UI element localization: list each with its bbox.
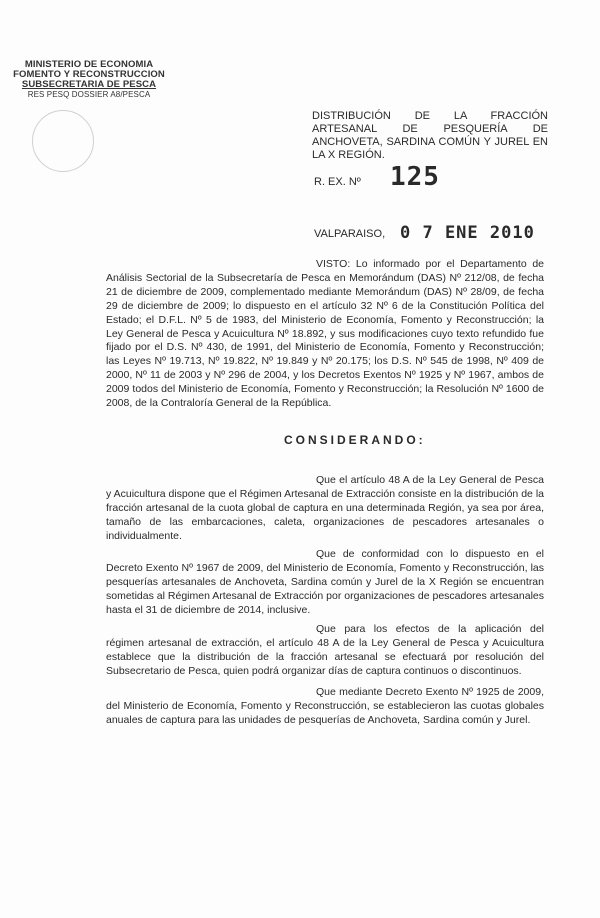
date-stamp: 0 7 ENE 2010: [400, 223, 535, 243]
document-subject: DISTRIBUCIÓN DE LA FRACCIÓN ARTESANAL DE PESQUERÍA DE ANCHOVETA, SARDINA COMÚN Y JUREL EN LA X REGIÓN.: [312, 110, 548, 161]
city-label: VALPARAISO,: [314, 228, 386, 240]
place-date-block: [314, 223, 554, 243]
considerando-1: Que el artículo 48 A de la Ley General de Pesca y Acuicultura dispone que el Régimen Artesanal de Extracción consiste en la distribución de la fracción artesanal de la cuota global de captura en una determinada Región, ya sea por área, tamaño de las embarcaciones, caleta, organizaciones de pescadores artesanales o individualmente.: [106, 474, 544, 542]
letterhead: [4, 60, 174, 100]
resolution-label: R. EX. Nº: [314, 176, 361, 188]
considerando-title: CONSIDERANDO:: [284, 433, 426, 447]
letterhead-small-line: RES PESQ DOSSIER A8/PESCA: [27, 90, 151, 99]
ministry-seal-icon: [32, 110, 94, 172]
considerando-2: Que de conformidad con lo dispuesto en el Decreto Exento Nº 1967 de 2009, del Ministerio de Economía, Fomento y Reconstrucción, las pesquerías artesanales de Anchoveta, Sardina común y Jurel de la X Región se encuentran sometidas al Régimen Artesanal de Extracción por organizaciones de pescadores artesanales hasta el 31 de diciembre de 2014, inclusive.: [106, 548, 544, 616]
visto-paragraph: VISTO: Lo informado por el Departamento de Análisis Sectorial de la Subsecretaría de Pesca en Memorándum (DAS) Nº 212/08, de fecha 21 de diciembre de 2009, complementado mediante Memorándum (DAS) Nº 28/09, de fecha 29 de diciembre de 2009; lo dispuesto en el artículo 32 Nº 6 de la Constitución Política del Estado; el D.F.L. Nº 5 de 1983, del Ministerio de Economía, Fomento y Reconstrucción; la Ley General de Pesca y Acuicultura Nº 18.892, y sus modificaciones cuyo texto refundido fue fijado por el D.S. Nº 430, de 1991, del Ministerio de Economía, Fomento y Reconstrucción; las Leyes Nº 19.713, Nº 19.822, Nº 19.849 y Nº 20.175; los D.S. Nº 545 de 1998, Nº 409 de 2000, Nº 11 de 2003 y Nº 296 de 2004, y los Decretos Exentos Nº 1925 y Nº 1967, ambos de 2009 todos del Ministerio de Economía, Fomento y Reconstrucción; la Resolución Nº 1600 de 2008, de la Contraloría General de la República.: [106, 258, 544, 410]
resolution-number: 125: [390, 162, 440, 192]
subsecretaria-line: SUBSECRETARIA DE PESCA: [21, 79, 157, 90]
ministry-line-1: MINISTERIO DE ECONOMIA: [24, 59, 154, 70]
considerando-3: Que para los efectos de la aplicación del régimen artesanal de extracción, el artículo 48 A de la Ley General de Pesca y Acuicultura establece que la distribución de la fracción artesanal se efectuará por resolución del Subsecretario de Pesca, quien podrá organizar días de captura continuos o discontinuos.: [106, 623, 544, 677]
resolution-number-block: [314, 162, 534, 192]
ministry-line-2: FOMENTO Y RECONSTRUCCION: [13, 69, 165, 80]
considerando-4: Que mediante Decreto Exento Nº 1925 de 2009, del Ministerio de Economía, Fomento y Reconstrucción, se establecieron las cuotas globales anuales de captura para las unidades de pesquerías de Anchoveta, Sardina común y Jurel.: [106, 686, 544, 726]
